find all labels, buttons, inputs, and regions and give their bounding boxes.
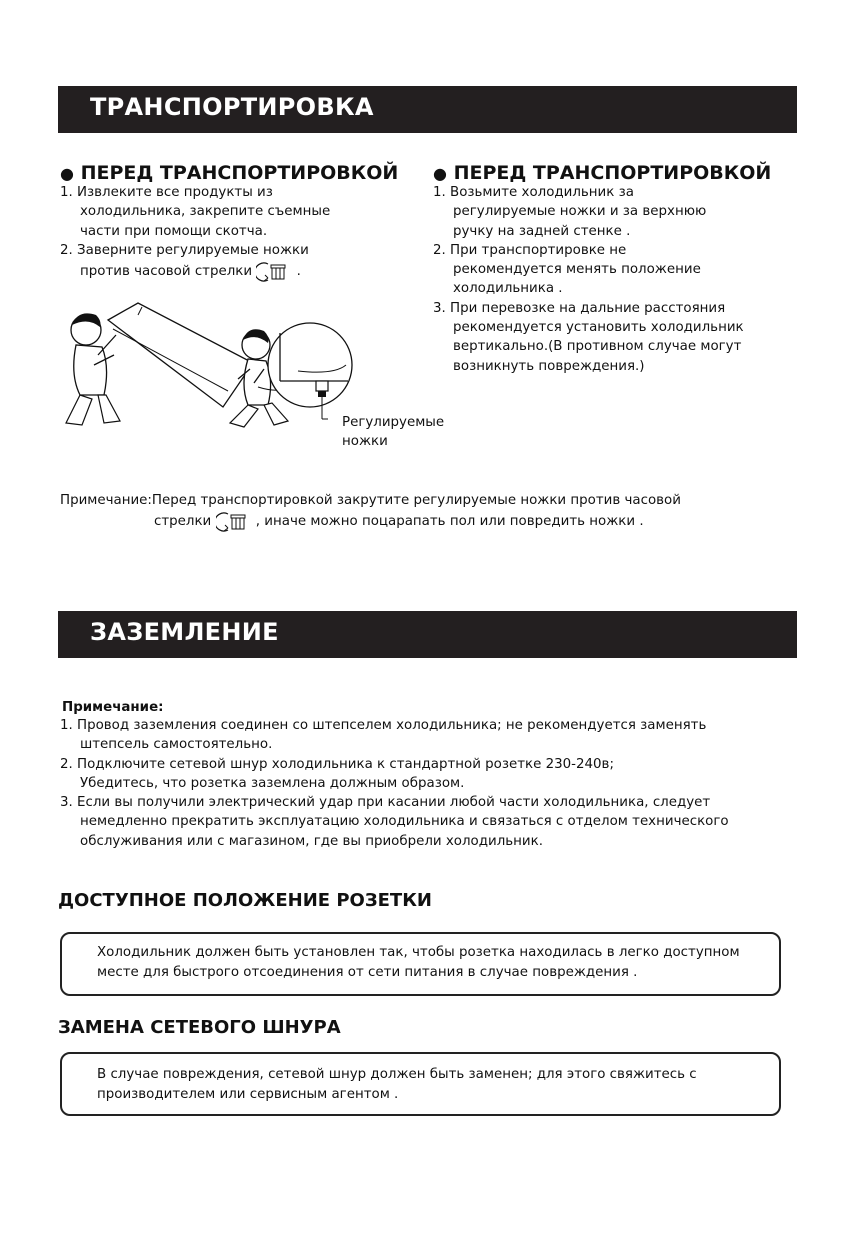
grounding-note-label: Примечание: — [62, 700, 164, 715]
left-heading: ● ПЕРЕД ТРАНСПОРТИРОВКОЙ — [60, 162, 399, 184]
right-instructions: 1. Возьмите холодильник за регулируемые ножки и за верхнюю ручку на задней стенке . 2. При транспортировке не рекомендуется менять положение холодильника . 3. При перевозке на дальние расстояния рекомендуется установить холодильник вертикально.(В противном случае могут возникнуть повреждения.) — [433, 185, 744, 374]
note-line2: стрелки , иначе можно поцарапать пол или повредить ножки . — [60, 510, 820, 532]
grounding-banner — [58, 611, 797, 658]
counterclockwise-foot-icon — [256, 260, 292, 282]
transport-title: ТРАНСПОРТИРОВКА — [90, 93, 374, 121]
grounding-list: 1. Провод заземления соединен со штепселем холодильника; не рекомендуется заменять штепсель самостоятельно. 2. Подключите сетевой шнур холодильника к стандартной розетке 230-240в; Убедитесь, что розетка заземлена должным образом. 3. Если вы получили электрический удар при касании любой части холодильника, следует немедленно прекратить эксплуатацию холодильника и связаться с отделом технического обслуживания или с магазином, где вы приобрели холодильник. — [60, 718, 729, 849]
socket-title: ДОСТУПНОЕ ПОЛОЖЕНИЕ РОЗЕТКИ — [58, 890, 432, 911]
cord-text: В случае повреждения, сетевой шнур должен быть заменен; для этого свяжитесь с производителем или сервисным агентом . — [97, 1067, 697, 1102]
socket-text: Холодильник должен быть установлен так, чтобы розетка находилась в легко доступном месте для быстрого отсоединения от сети питания в случае повреждения . — [97, 945, 740, 980]
bullet-icon: ● — [60, 164, 74, 183]
grounding-title: ЗАЗЕМЛЕНИЕ — [90, 618, 279, 646]
socket-box — [60, 932, 781, 996]
counterclockwise-foot-icon — [216, 510, 252, 532]
cord-title: ЗАМЕНА СЕТЕВОГО ШНУРА — [58, 1017, 341, 1038]
right-heading: ● ПЕРЕД ТРАНСПОРТИРОВКОЙ — [433, 162, 772, 184]
transport-note: Примечание:Перед транспортировкой закрутите регулируемые ножки против часовой стрелки , иначе можно поцарапать пол или повредить ножки . — [60, 491, 820, 532]
transport-banner — [58, 86, 797, 133]
bullet-icon: ● — [433, 164, 447, 183]
item2-line2: против часовой стрелки . — [60, 260, 420, 282]
left-instructions: 1. Извлеките все продукты из холодильника, закрепите съемные части при помощи скотча. 2. Заверните регулируемые ножки против часовой стрелки . — [60, 183, 420, 282]
cord-box — [60, 1052, 781, 1116]
transport-illustration — [58, 295, 358, 435]
illustration-label: Регулируемые ножки — [342, 415, 445, 449]
